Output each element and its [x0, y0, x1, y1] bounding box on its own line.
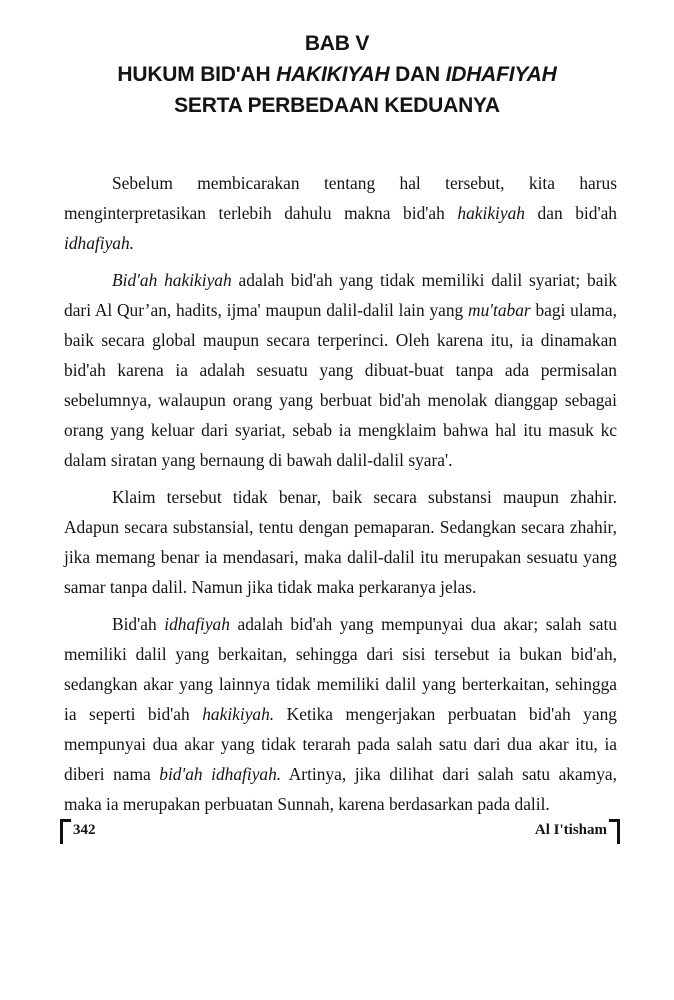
paragraph-3: Klaim tersebut tidak benar, baik secara substansi maupun zhahir. Adapun secara substansial, tentu dengan pemaparan. Sedangkan secara zhahir, jika memang benar ia mendasari, maka dalil-dalil itu merupakan sesuatu yang samar tanpa dalil. Namun jika tidak maka perkaranya jelas. [64, 487, 617, 597]
body-text [64, 168, 617, 826]
left-bracket-ornament [60, 819, 71, 844]
paragraph-2: Bid'ah hakikiyah adalah bid'ah yang tidak memiliki dalil syariat; baik dari Al Qur’an, hadits, ijma' maupun dalil-dalil lain yang mu'tabar bagi ulama, baik secara global maupun secara terperinci. Oleh karena itu, ia dinamakan bid'ah karena ia adalah sesuatu yang dibuat-buat tanpa ada permisalan sebelumnya, walaupun orang yang berbuat bid'ah menolak dianggap sebagai orang yang keluar dari syariat, sebab ia mengklaim bahwa hal itu masuk kc dalam siratan yang bernaung di bawah dalil-dalil syara'. [64, 270, 617, 470]
right-bracket-ornament [609, 819, 620, 844]
page-footer [60, 816, 620, 846]
book-title: Al I'tisham [534, 822, 607, 838]
chapter-title-line-1: HUKUM BID'AH HAKIKIYAH DAN IDHAFIYAH [117, 63, 557, 86]
paragraph-1: Sebelum membicarakan tentang hal tersebut, kita harus menginterpretasikan terlebih dahulu makna bid'ah hakikiyah dan bid'ah idhafiyah. [64, 173, 617, 253]
chapter-title-line-2: SERTA PERBEDAAN KEDUANYA [174, 94, 500, 117]
paragraph-4: Bid'ah idhafiyah adalah bid'ah yang mempunyai dua akar; salah satu memiliki dalil yang berkaitan, sehingga dari sisi tersebut ia bukan bid'ah, sedangkan akar yang lainnya tidak memiliki dalil yang berterkaitan, sehingga ia seperti bid'ah hakikiyah. Ketika mengerjakan perbuatan bid'ah yang mempunyai dua akar yang tidak terarah pada salah satu dari dua akar itu, ia diberi nama bid'ah idhafiyah. Artinya, jika dilihat dari salah satu akamya, maka ia merupakan perbuatan Sunnah, karena berdasarkan pada dalil. [64, 614, 617, 814]
chapter-number: BAB V [304, 32, 370, 55]
page-number: 342 [73, 822, 96, 838]
chapter-heading [0, 28, 674, 121]
